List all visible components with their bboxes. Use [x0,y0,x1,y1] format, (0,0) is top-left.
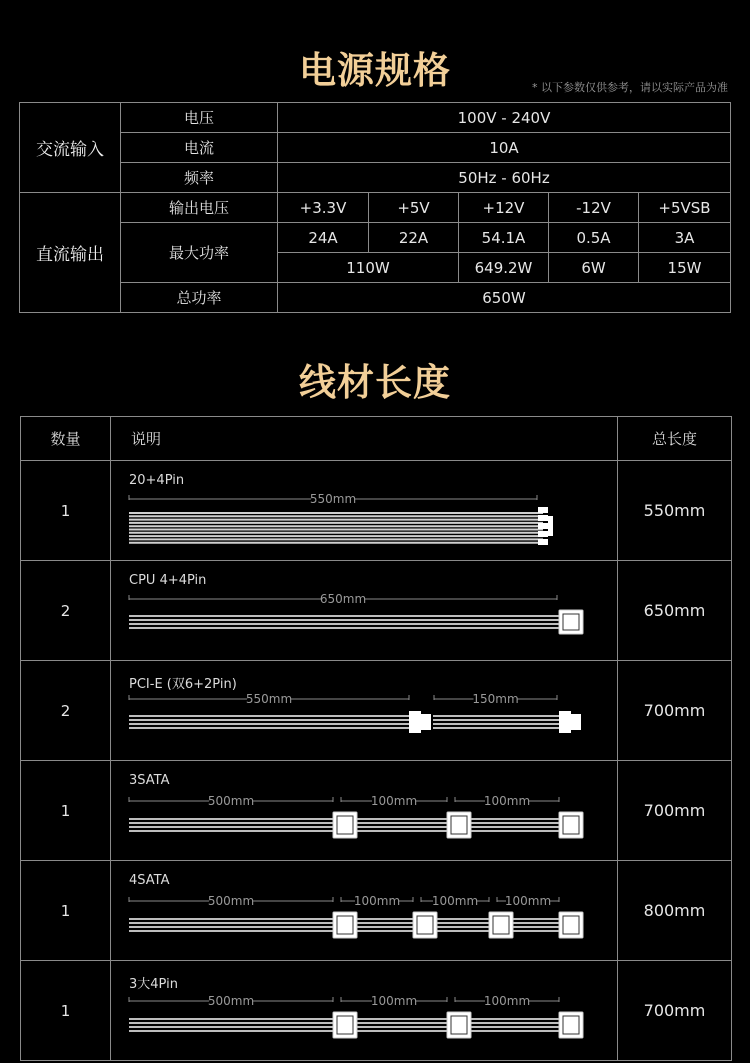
header-desc: 说明 [111,417,618,461]
qty-cell: 2 [21,561,111,661]
desc-cell [111,861,618,961]
ac-voltage-value: 100V - 240V [278,103,731,133]
cable-title: 线材长度 [299,361,451,404]
dimension-label: 100mm [353,894,401,908]
cable-name: 4SATA [129,873,170,888]
total-cell: 800mm [618,861,732,961]
cable-diagram-svg [111,761,617,860]
qty-cell: 1 [21,461,111,561]
spec-table [19,102,731,313]
dimension-label: 550mm [309,492,357,506]
connector-pin [538,515,548,521]
cable-diagram-svg [111,861,617,960]
dc-voltage-neg12v: -12V [549,193,639,223]
desc-cell [111,761,618,861]
dc-voltage-3v3: +3.3V [278,193,369,223]
cable-diagram [111,861,617,960]
table-row [21,561,732,661]
dc-watts-12v: 649.2W [459,253,549,283]
pcie-connector [409,711,421,733]
cable-table [20,416,732,1061]
ac-voltage-label: 电压 [121,103,278,133]
total-cell: 700mm [618,961,732,1061]
dc-current-neg12v: 0.5A [549,223,639,253]
dimension-label: 500mm [207,894,255,908]
connector-latch [548,516,553,536]
dc-voltage-5v: +5V [369,193,459,223]
qty-cell: 2 [21,661,111,761]
cable-name: 20+4Pin [129,473,185,488]
dimension-label: 150mm [472,692,519,706]
cable-name: PCI-E (双6+2Pin) [129,677,237,692]
cable-diagram-svg [111,661,617,760]
cable-diagram [111,561,617,660]
desc-cell [111,561,618,661]
pcie-connector [421,714,431,730]
table-row [21,461,732,561]
connector-pin [538,531,548,537]
cable-diagram-svg [111,461,617,560]
dimension-label: 500mm [207,994,255,1008]
cable-name: 3大4Pin [129,977,178,992]
dimension-label: 650mm [319,592,367,606]
pcie-connector [571,714,581,730]
cable-diagram [111,961,617,1060]
desc-cell [111,661,618,761]
connector-pin [538,539,548,545]
cable-diagram [111,661,617,760]
dimension-label: 100mm [483,994,531,1008]
dc-current-3v3: 24A [278,223,369,253]
connector-pin [538,523,548,529]
dc-current-5v: 22A [369,223,459,253]
cable-header-row [21,417,732,461]
total-cell: 550mm [618,461,732,561]
header-total: 总长度 [618,417,732,461]
ac-group-label: 交流输入 [20,103,121,193]
dc-voltage-5vsb: +5VSB [639,193,731,223]
dc-total-label: 总功率 [121,283,278,313]
qty-cell: 1 [21,961,111,1061]
dimension-label: 100mm [370,994,418,1008]
total-cell: 700mm [618,661,732,761]
dimension-label: 100mm [370,794,418,808]
qty-cell: 1 [21,761,111,861]
disclaimer-note: * 以下参数仅供参考，请以实际产品为准 [532,81,728,94]
spec-title: 电源规格 [299,49,451,92]
total-cell: 700mm [618,761,732,861]
dc-voltage-12v: +12V [459,193,549,223]
ac-current-value: 10A [278,133,731,163]
dc-watts-3v3-5v: 110W [278,253,459,283]
pcie-connector [559,711,571,733]
cable-diagram-svg [111,961,617,1060]
dimension-label: 100mm [483,794,531,808]
cable-diagram [111,461,617,560]
cable-diagram-svg [111,561,617,660]
dc-voltage-label: 输出电压 [121,193,278,223]
connector-pin [538,507,548,513]
total-cell: 650mm [618,561,732,661]
cable-name: CPU 4+4Pin [129,573,207,588]
dc-watts-5vsb: 15W [639,253,731,283]
dc-current-12v: 54.1A [459,223,549,253]
table-row [21,961,732,1061]
ac-frequency-label: 频率 [121,163,278,193]
table-row [21,861,732,961]
table-row [21,661,732,761]
dc-group-label: 直流输出 [20,193,121,313]
dc-power-label: 最大功率 [121,223,278,283]
ac-current-label: 电流 [121,133,278,163]
ac-frequency-value: 50Hz - 60Hz [278,163,731,193]
cable-diagram [111,761,617,860]
table-row [21,761,732,861]
dc-current-5vsb: 3A [639,223,731,253]
dimension-label: 100mm [431,894,479,908]
qty-cell: 1 [21,861,111,961]
dimension-label: 550mm [245,692,293,706]
header-qty: 数量 [21,417,111,461]
desc-cell [111,961,618,1061]
cable-name: 3SATA [129,773,170,788]
desc-cell [111,461,618,561]
dc-total-value: 650W [278,283,731,313]
dimension-label: 100mm [504,894,552,908]
dc-watts-neg12v: 6W [549,253,639,283]
dimension-label: 500mm [207,794,255,808]
